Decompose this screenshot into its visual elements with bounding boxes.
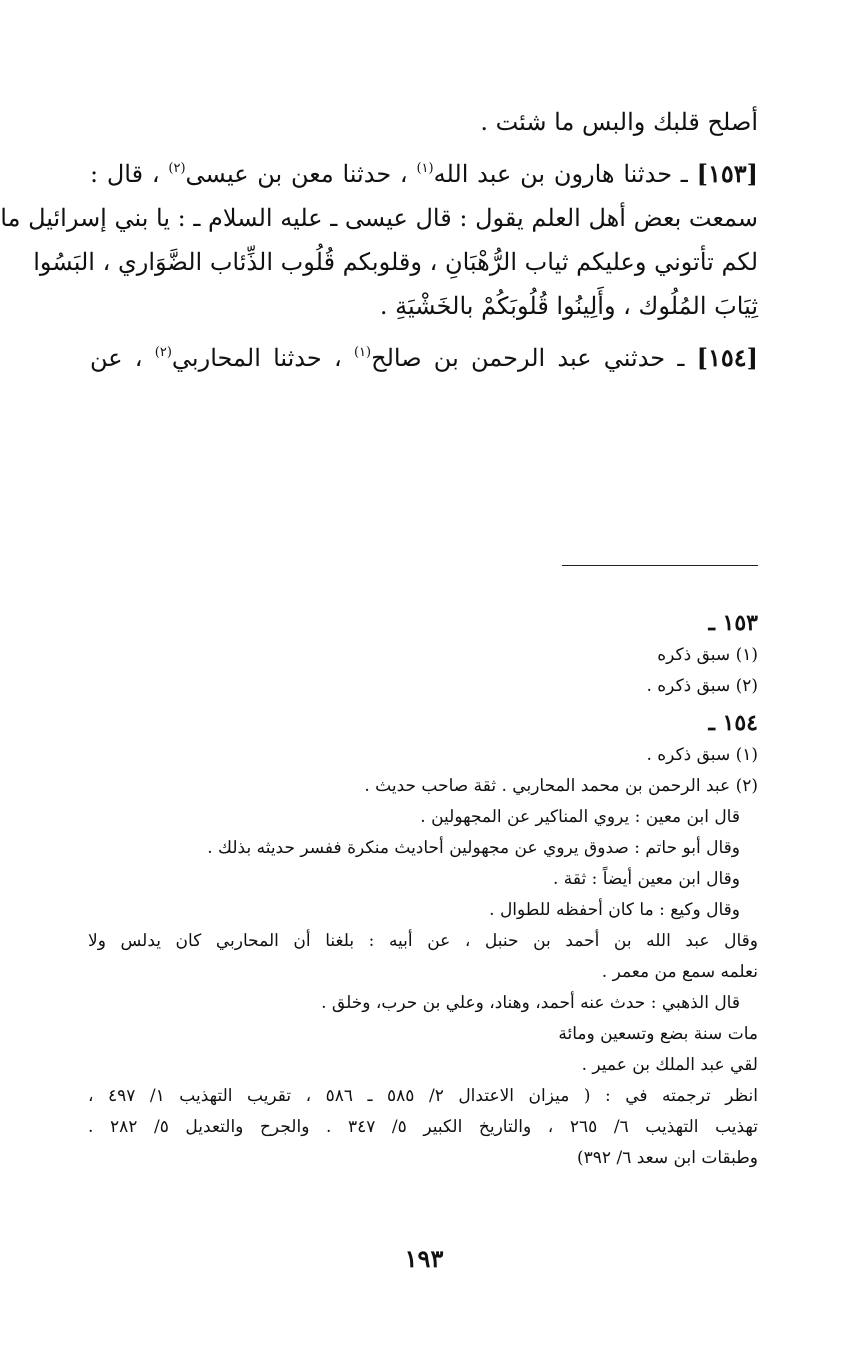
footnote-marker: (٢) [168, 161, 186, 176]
footnote-marker: (٢) [154, 345, 172, 360]
footnote-reference: وطبقات ابن سعد ٦/ ٣٩٢) [577, 1148, 758, 1168]
hadith-154-opening [90, 336, 758, 380]
main-line: لكم تأتوني وعليكم ثياب الرُّهْبَانِ ، وقلوبكم قُلُوب الذِّئاب الضَّوَاري ، البَسُوا [33, 248, 758, 276]
footnote-quote: وقال أبو حاتم : صدوق يروي عن مجهولين أحاديث منكرة ففسر حديثه بذلك . [207, 838, 740, 858]
hadith-text: ، عن [90, 344, 155, 372]
footnote-quote: قال ابن معين : يروي المناكير عن المجهولين . [420, 807, 740, 827]
footnote-reference: انظر ترجمته في : ( ميزان الاعتدال ٢/ ٥٨٥ ـ ٥٨٦ ، تقريب التهذيب ١/ ٤٩٧ ، [88, 1086, 758, 1106]
hadith-text: ، قال : [90, 160, 169, 188]
hadith-number: [١٥٣] [696, 159, 759, 188]
footnote-section-heading: ١٥٤ ـ [708, 710, 758, 736]
main-line: سمعت بعض أهل العلم يقول : قال عيسى ـ عليه السلام ـ : يا بني إسرائيل ما [0, 204, 758, 232]
book-page [2, 0, 846, 1347]
hadith-153-opening [90, 152, 758, 196]
footnote-item: (١) سبق ذكره . [646, 745, 758, 765]
hadith-text: ـ حدثنا هارون بن عبد الله [433, 160, 697, 188]
footnote-reference: تهذيب التهذيب ٦/ ٢٦٥ ، والتاريخ الكبير ٥/ ٣٤٧ . والجرح والتعديل ٥/ ٢٨٢ . [88, 1117, 758, 1137]
footnote-quote: قال الذهبي : حدث عنه أحمد، وهناد، وعلي بن حرب، وخلق . [321, 993, 740, 1013]
hadith-text: ـ حدثني عبد الرحمن بن صالح [371, 344, 697, 372]
footnote-item: (٢) عبد الرحمن بن محمد المحاربي . ثقة صاحب حديث . [364, 776, 758, 796]
footnote-quote: وقال وكيع : ما كان أحفظه للطوال . [489, 900, 740, 920]
footnote-quote: وقال عبد الله بن أحمد بن حنبل ، عن أبيه : بلغنا أن المحاربي كان يدلس ولا [88, 931, 758, 951]
footnote-marker: (١) [353, 345, 372, 360]
footnote-quote: مات سنة بضع وتسعين ومائة [558, 1024, 758, 1044]
main-line: أصلح قلبك والبس ما شئت . [480, 108, 758, 136]
footnote-divider [562, 565, 758, 566]
page-number: ١٩٣ [404, 1244, 444, 1273]
footnote-item: (٢) سبق ذكره . [646, 676, 758, 696]
hadith-number: [١٥٤] [696, 343, 758, 372]
footnote-section-heading: ١٥٣ ـ [708, 610, 758, 636]
footnote-item: (١) سبق ذكره [657, 645, 758, 665]
footnote-quote: وقال ابن معين أيضاً : ثقة . [552, 869, 740, 889]
footnote-quote: لقي عبد الملك بن عمير . [581, 1055, 758, 1075]
hadith-text: ، حدثنا المحاربي [171, 344, 354, 372]
footnote-marker: (١) [416, 161, 434, 176]
hadith-text: ، حدثنا معن بن عيسى [185, 160, 417, 188]
footnotes [88, 606, 758, 1174]
main-line: ثِيَابَ المُلُوك ، وأَلِينُوا قُلُوبَكُمْ بالخَشْيَةِ . [379, 292, 758, 320]
footnote-quote: نعلمه سمع من معمر . [601, 962, 758, 982]
main-text [0, 100, 759, 380]
